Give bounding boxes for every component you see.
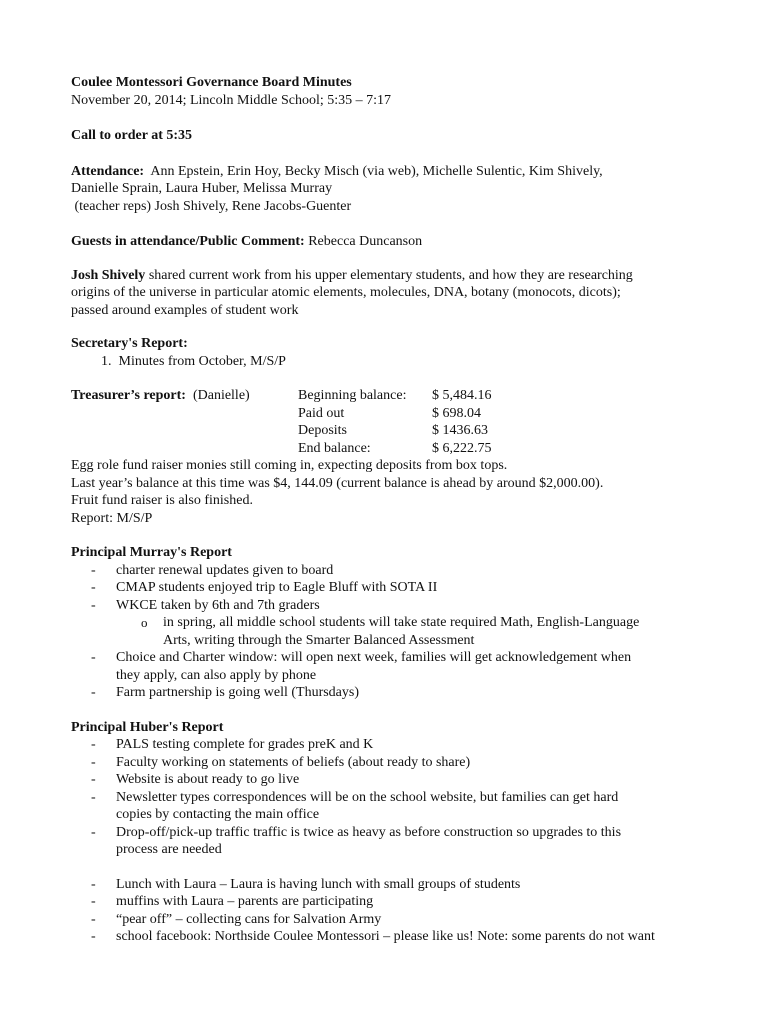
josh-name: Josh Shively — [71, 267, 146, 283]
treasurer-note: Egg role fund raiser monies still coming in, expecting deposits from box tops. — [71, 458, 508, 473]
josh-line-2: origins of the universe in particular atomic elements, molecules, DNA, botany (monocots, dicots); — [71, 285, 621, 300]
balance-items — [298, 387, 432, 457]
guests-label: Guests in attendance/Public Comment: — [71, 234, 305, 249]
balance-value: $ 1436.63 — [432, 423, 488, 438]
secretary-heading: Secretary's Report: — [71, 336, 188, 351]
list-item: - Website is about ready to go live — [91, 772, 300, 787]
list-item: - Farm partnership is going well (Thursdays) — [91, 685, 360, 700]
josh-line-1: Josh Shively shared current work from his upper elementary students, and how they are researching — [71, 267, 633, 283]
attendance-line-1: Attendance: Ann Epstein, Erin Hoy, Becky Misch (via web), Michelle Sulentic, Kim Shively, — [71, 163, 603, 179]
call-to-order: Call to order at 5:35 — [71, 128, 193, 143]
balance-value: $ 5,484.16 — [432, 388, 492, 403]
sub-list-item: o in spring, all middle school students will take state required Math, English-Language Arts, writing through the Smarter Balanced Assessment — [141, 615, 640, 648]
list-item: - charter renewal updates given to board — [91, 562, 334, 578]
list-item: - school facebook: Northside Coulee Montessori – please like us! Note: some parents do not want — [91, 929, 655, 944]
list-item: - Choice and Charter window: will open next week, families will get acknowledgement when they apply, can also apply by phone — [91, 650, 632, 683]
murray-list-continued — [71, 649, 711, 702]
secretary-list — [71, 353, 711, 371]
murray-heading: Principal Murray's Report — [71, 545, 232, 560]
list-item: - PALS testing complete for grades preK and K — [91, 737, 374, 752]
list-item: - Drop-off/pick-up traffic traffic is twice as heavy as before construction so upgrades to this process are needed — [91, 824, 622, 857]
balance-value: $ 6,222.75 — [432, 440, 492, 456]
list-item: - muffins with Laura – parents are participating — [91, 894, 374, 909]
treasurer-note: Last year’s balance at this time was $4, 144.09 (current balance is ahead by around $2,000.00). — [71, 475, 604, 491]
list-item: - Faculty working on statements of beliefs (about ready to share) — [91, 754, 471, 770]
attendance-label: Attendance: — [71, 163, 145, 179]
huber-list — [71, 736, 711, 859]
attendance-line-2: Danielle Sprain, Laura Huber, Melissa Murray — [71, 181, 333, 196]
treasurer-note: Report: M/S/P — [71, 510, 153, 526]
huber-list-b — [71, 876, 711, 946]
guests-line: Guests in attendance/Public Comment: Rebecca Duncanson — [71, 234, 423, 249]
list-item: - Lunch with Laura – Laura is having lunch with small groups of students — [91, 876, 521, 892]
balance-values — [432, 387, 552, 457]
meeting-info: November 20, 2014; Lincoln Middle School; 5:35 – 7:17 — [71, 92, 392, 108]
balance-item: End balance: — [298, 440, 371, 456]
treasurer-report — [71, 387, 711, 457]
huber-heading: Principal Huber's Report — [71, 719, 224, 735]
list-item: - CMAP students enjoyed trip to Eagle Bluff with SOTA II — [91, 580, 438, 595]
josh-line-3: passed around examples of student work — [71, 302, 299, 318]
list-item: - WKCE taken by 6th and 7th graders — [91, 597, 320, 613]
treasurer-note: Fruit fund raiser is also finished. — [71, 493, 253, 508]
document-title: Coulee Montessori Governance Board Minutes — [71, 75, 352, 90]
balance-item: Deposits — [298, 423, 347, 438]
murray-list — [71, 562, 711, 615]
balance-item: Paid out — [298, 405, 345, 421]
minutes-content — [71, 74, 711, 946]
list-item: - “pear off” – collecting cans for Salvation Army — [91, 911, 382, 927]
balance-item: Beginning balance: — [298, 388, 407, 403]
murray-sub-list — [71, 614, 711, 649]
treasurer-label: Treasurer’s report: (Danielle) — [71, 388, 250, 403]
list-item: 1. Minutes from October, M/S/P — [101, 353, 286, 369]
balance-value: $ 698.04 — [432, 405, 481, 421]
attendance-line-3: (teacher reps) Josh Shively, Rene Jacobs-Guenter — [74, 198, 352, 214]
list-item: - Newsletter types correspondences will be on the school website, but families can get hard copies by contacting the main office — [91, 789, 619, 822]
